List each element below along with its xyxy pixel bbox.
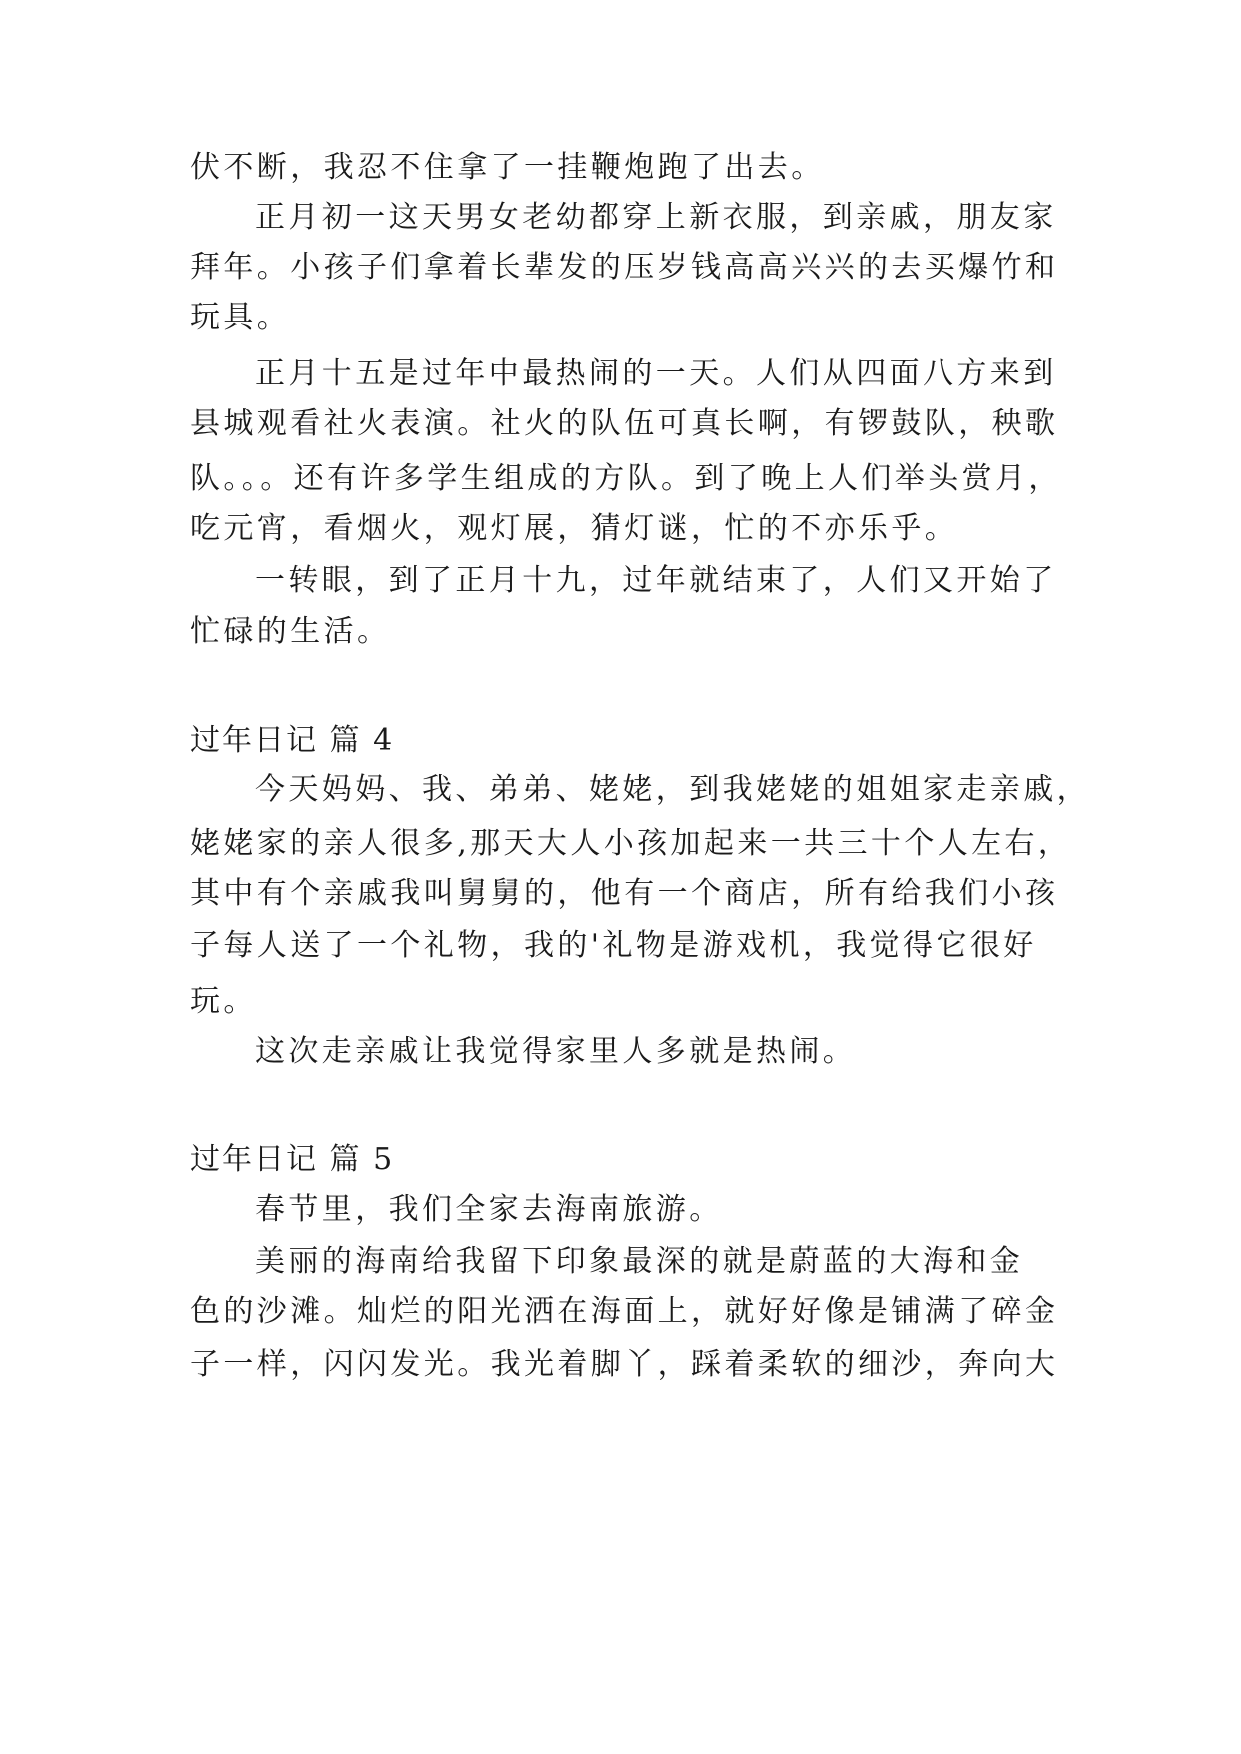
section-heading: 过年日记 篇 5 [190,1142,395,1177]
section-heading: 过年日记 篇 4 [190,723,395,758]
text-line: 吃元宵，看烟火，观灯展，猜灯谜，忙的不亦乐乎。 [190,511,959,546]
text-line: 伏不断，我忍不住拿了一挂鞭炮跑了出去。 [190,150,825,185]
text-line: 色的沙滩。灿烂的阳光洒在海面上，就好好像是铺满了碎金 [190,1294,1059,1329]
text-line: 玩具。 [190,300,291,335]
text-line: 队。。。还有许多学生组成的方队。到了晚上人们举头赏月， [190,461,1062,496]
text-line: 忙碌的生活。 [190,614,391,649]
paragraph-first-line: 这次走亲戚让我觉得家里人多就是热闹。 [255,1034,857,1069]
text-line: 子一样，闪闪发光。我光着脚丫，踩着柔软的细沙，奔向大 [190,1347,1059,1382]
paragraph-first-line: 美丽的海南给我留下印象最深的就是蔚蓝的大海和金 [255,1244,1024,1279]
paragraph-first-line: 春节里，我们全家去海南旅游。 [255,1192,723,1227]
text-line: 玩。 [190,984,257,1019]
text-line: 子每人送了一个礼物，我的'礼物是游戏机，我觉得它很好 [190,928,1037,963]
paragraph-first-line: 正月十五是过年中最热闹的一天。人们从四面八方来到 [255,356,1057,391]
paragraph-first-line: 今天妈妈、我、弟弟、姥姥，到我姥姥的姐姐家走亲戚， [255,772,1090,807]
text-line: 拜年。小孩子们拿着长辈发的压岁钱高高兴兴的去买爆竹和 [190,250,1059,285]
text-line: 姥姥家的亲人很多,那天大人小孩加起来一共三十个人左右， [190,826,1072,861]
paragraph-first-line: 一转眼，到了正月十九，过年就结束了，人们又开始了 [255,563,1057,598]
text-line: 其中有个亲戚我叫舅舅的，他有一个商店，所有给我们小孩 [190,876,1059,911]
text-line: 县城观看社火表演。社火的队伍可真长啊，有锣鼓队，秧歌 [190,406,1059,441]
paragraph-first-line: 正月初一这天男女老幼都穿上新衣服，到亲戚，朋友家 [255,200,1057,235]
